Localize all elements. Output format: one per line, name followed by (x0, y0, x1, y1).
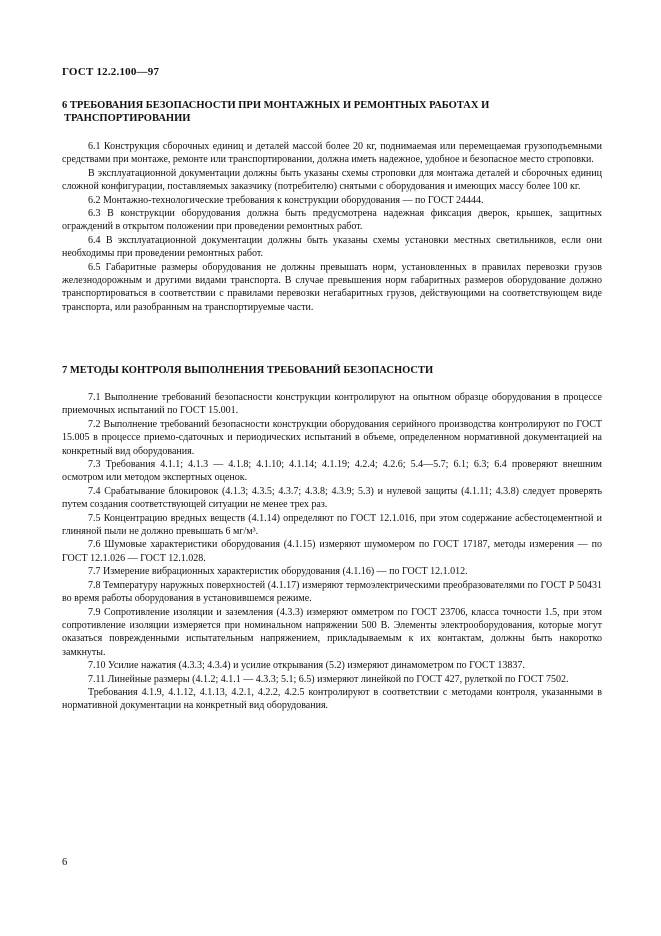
paragraph-7-2: 7.2 Выполнение требований безопасности конструкции оборудования серийного производства контролируют по ГОСТ 15.005 в процессе приемо-сдаточных и периодических испытаний в объеме, определенном нормативной документацией на конкретный вид оборудования. (62, 418, 602, 457)
paragraph-6-3: 6.3 В конструкции оборудования должна быть предусмотрена надежная фиксация дверок, крышек, защитных ограждений в открытом положении при проведении ремонтных работ. (62, 208, 602, 233)
paragraph-7-3: 7.3 Требования 4.1.1; 4.1.3 — 4.1.8; 4.1.10; 4.1.14; 4.1.19; 4.2.4; 4.2.6; 5.4—5.7; 6.1; 6.3; 6.4 проверяют внешним осмотром или методом экспертных оценок. (62, 459, 602, 484)
paragraph-7-4: 7.4 Срабатывание блокировок (4.1.3; 4.3.5; 4.3.7; 4.3.8; 4.3.9; 5.3) и нулевой защиты (4.1.11; 4.3.8) следует проверять путем создания соответствующей ситуации не менее трех раз. (62, 485, 602, 511)
paragraph-7-7: 7.7 Измерение вибрационных характеристик оборудования (4.1.16) — по ГОСТ 12.1.012. (88, 566, 468, 578)
paragraph-6-5: 6.5 Габаритные размеры оборудования не должны превышать норм, установленных в правилах перевозки грузов железнодорожным и другими видами транспорта. В случае превышения норм габаритных размеров оборудование должно транспортироваться в соответствии с правилами перевозки негабаритных грузов, действующими на соответствующем виде транспорта, или разобранным на транспортируемые части. (62, 261, 602, 313)
section-7-body (62, 391, 602, 713)
page-number: 6 (62, 857, 68, 868)
paragraph-6-4: 6.4 В эксплуатационной документации должны быть указаны схемы установки местных светильников, если они необходимы при проведении ремонтных работ. (62, 234, 602, 260)
section-6-title-line1: 6 ТРЕБОВАНИЯ БЕЗОПАСНОСТИ ПРИ МОНТАЖНЫХ И РЕМОНТНЫХ РАБОТАХ И (62, 100, 490, 111)
paragraph-7-5: 7.5 Концентрацию вредных веществ (4.1.14) определяют по ГОСТ 12.1.016, при этом содержание асбестоцементной и глиняной пыли не должно превышать 6 мг/м³. (62, 512, 602, 538)
paragraph-6-2: 6.2 Монтажно-технологические требования к конструкции оборудования — по ГОСТ 24444. (88, 194, 484, 206)
paragraph-7-10: 7.10 Усилие нажатия (4.3.3; 4.3.4) и усилие открывания (5.2) измеряют динамометром по ГОСТ 13837. (88, 660, 525, 672)
section-6-title (62, 99, 602, 125)
paragraph-7-11: 7.11 Линейные размеры (4.1.2; 4.1.1 — 4.3.3; 5.1; 6.5) измеряют линейкой по ГОСТ 427, рулеткой по ГОСТ 7502. (88, 673, 569, 685)
standard-code-header: ГОСТ 12.2.100—97 (62, 66, 160, 78)
section-7-title: 7 МЕТОДЫ КОНТРОЛЯ ВЫПОЛНЕНИЯ ТРЕБОВАНИЙ БЕЗОПАСНОСТИ (62, 365, 434, 376)
paragraph-6-1-note: В эксплуатационной документации должны быть указаны схемы строповки для монтажа деталей и сборочных единиц сложной конфигурации, поставляемых заказчику (потребителю) снятыми с оборудования и имеющих массу более 100 кг. (62, 167, 602, 193)
section-6-body (62, 140, 602, 314)
section-6-title-line2: ТРАНСПОРТИРОВАНИИ (64, 113, 191, 124)
paragraph-7-9: 7.9 Сопротивление изоляции и заземления (4.3.3) измеряют омметром по ГОСТ 23706, класса точности 1.5, при этом сопротивление изоляции измеряется при номинальном напряжении 500 В. Элементы электрооборудования, которые могут оказаться поврежденными испытательным напряжением, прикладываемым к их контактам, должны быть накоротко замкнуты. (62, 606, 602, 658)
paragraph-7-8: 7.8 Температуру наружных поверхностей (4.1.17) измеряют термоэлектрическими преобразователями по ГОСТ Р 50431 во время работы оборудования в установившемся режиме. (62, 579, 602, 605)
paragraph-7-1: 7.1 Выполнение требований безопасности конструкции контролируют на опытном образце оборудования в процессе приемочных испытаний по ГОСТ 15.001. (62, 392, 602, 417)
paragraph-6-1: 6.1 Конструкция сборочных единиц и деталей массой более 20 кг, поднимаемая или перемещаемая грузоподъемными средствами при монтаже, ремонте или транспортировании, должна иметь надежное, удобное и безопасное место строповки. (62, 141, 602, 166)
paragraph-7-requirements: Требования 4.1.9, 4.1.12, 4.1.13, 4.2.1, 4.2.2, 4.2.5 контролируют в соответствии с методами контроля, указанными в нормативной документации на конкретный вид оборудования. (62, 686, 602, 712)
paragraph-7-6: 7.6 Шумовые характеристики оборудования (4.1.15) измеряют шумомером по ГОСТ 17187, методы измерения — по ГОСТ 12.1.026 — ГОСТ 12.1.028. (62, 539, 602, 564)
